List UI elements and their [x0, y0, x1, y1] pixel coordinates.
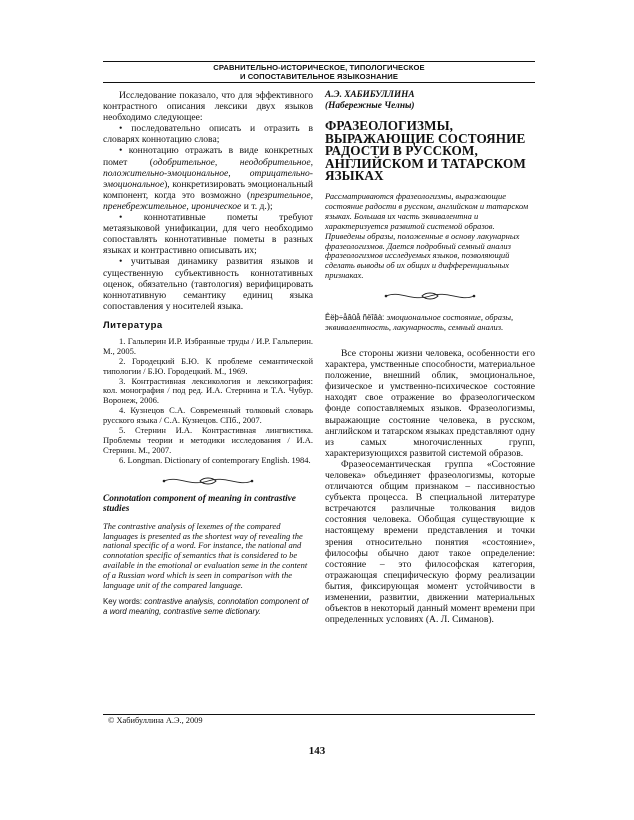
- bullet-italic: одобрительное, неодобрительное, положительно-эмоциональное, отрицательно-эмоциональное: [103, 156, 313, 190]
- russian-keywords: [325, 313, 535, 333]
- bullet-italic: презрительное, пренебрежительное, ироническое: [103, 189, 313, 212]
- bullet-item: • учитывая динамику развития языков и существенную субъективность коннотативных оценок, обязательно (тавтология) верифицировать коннотативную семантику единиц языка сопоставления у носителей языка.: [103, 256, 313, 312]
- right-body: [325, 348, 535, 625]
- reference-item: 5. Стернин И.А. Контрастивная лингвистика. Проблемы теории и методики исследования / И.А. Стернин. М., 2007.: [103, 425, 313, 455]
- reference-list: [103, 337, 313, 466]
- left-body: [103, 90, 313, 312]
- bullet-item: • последовательно описать и отразить в словарях коннотацию слова;: [103, 123, 313, 146]
- bullet-text: ), конкретизировать эмоциональный компонент, когда это возможно (: [103, 178, 313, 201]
- author-name: А.Э. ХАБИБУЛЛИНА: [325, 90, 415, 100]
- reference-item: 4. Кузнецов С.А. Современный толковый словарь русского языка / С.А. Кузнецов. СПб., 2007.: [103, 405, 313, 426]
- intro-paragraph: Исследование показало, что для эффективного контрастного описания лексики двух языков необходимо следующее:: [103, 90, 313, 124]
- body-paragraph: Все стороны жизни человека, особенности его характера, умственные способности, материальное положение, внешний облик, эмоциональное, физическое и умственно-психическое состояние находят свое отражение во фразеологическом фонде сопоставляемых языков. Фразеологизмы, выражающие состояние человека, в русском, английском и татарском языках представляют одну из самых многочисленных групп, характеризующихся развитой системой образов.: [325, 347, 535, 459]
- literature-heading: Литература: [103, 319, 163, 331]
- bullet-item: [103, 145, 313, 212]
- ornament-divider-icon: [160, 474, 256, 488]
- reference-item: 1. Гальперин И.Р. Избранные труды / И.Р. Гальперин. М., 2005.: [103, 335, 313, 356]
- bullet-text: и т. д.);: [241, 200, 273, 212]
- article-title: ФРАЗЕОЛОГИЗМЫ, ВЫРАЖАЮЩИЕ СОСТОЯНИЕ РАДОСТИ В РУССКОМ, АНГЛИЙСКОМ И ТАТАРСКОМ ЯЗЫКАХ: [325, 118, 526, 184]
- english-title: Connotation component of meaning in contrastive studies: [103, 493, 296, 515]
- body-paragraph: Фразеосемантическая группа «Состояние человека» объединяет фразеологизмы, которые отличаются общим признаком – пассивностью субъекта процесса. В специальной литературе встречаются различные толкования видов состояния человека. Обобщая существующие к настоящему времени представления и точки зрения относительно понятия «состояние», философы обычно дают такое определение: состояние – это философская категория, отражающая специфическую форму реализации бытия, фиксирующая момент устойчивости в изменении, развитии, движении материальных объектов в некоторый данный момент времени при определенных условиях (А. Л. Симанов).: [325, 458, 535, 626]
- ornament-divider-icon: [382, 289, 478, 303]
- bullet-text: • коннотацию отражать в виде конкретных помет (: [103, 145, 313, 168]
- right-column: [325, 90, 535, 625]
- russian-abstract: Рассматриваются фразеологизмы, выражающие состояние радости в русском, английском и татарском языках. Большая их часть эквивалентна и характеризуется развитой системой образов. Приведены образы, положенные в основу лакунарных фразеологизмов. Дается подробный семный анализ фразеологизмов исследуемых языков, позволяющий сделать выводы об их общих и дифференциальных признаках.: [325, 190, 529, 281]
- keywords-label: Key words:: [103, 597, 145, 606]
- footer-rule: [103, 714, 535, 715]
- left-column: [103, 90, 313, 616]
- english-keywords: [103, 597, 313, 616]
- keywords-label: Êëþ÷åâûå ñëîâà:: [325, 313, 387, 323]
- english-abstract: The contrastive analysis of lexemes of the compared languages is presented as the shortest way of revealing the national specific of a word. For instance, the national and connotation specific of semantics that is considered to be available in the emotional or evaluation seme in the content of a Russian word which is seen in comparison with the language unit of the compared language.: [103, 520, 308, 591]
- keywords-text: contrastive analysis, connotation component of a word meaning, contrastive seme dictionary.: [103, 597, 309, 616]
- reference-item: 3. Контрастивная лексикология и лексикография: кол. монография / под ред. И.А. Стернина и Т.А. Чубур. Воронеж, 2006.: [103, 375, 313, 406]
- reference-item: 6. Longman. Dictionary of contemporary English. 1984.: [119, 454, 311, 465]
- author-affiliation: (Набережные Челны): [325, 101, 415, 111]
- header-rule-top: [103, 61, 535, 62]
- reference-item: 2. Городецкий Б.Ю. К проблеме семантической типологии / Б.Ю. Городецкий. М., 1969.: [103, 355, 313, 376]
- copyright-note: © Хабибуллина А.Э., 2009: [108, 716, 203, 725]
- page-number: 143: [308, 745, 326, 757]
- keywords-text: эмоциональное состояние, образы, эквивалентность, лакунарность, семный анализ.: [325, 312, 514, 333]
- bullet-item: • коннотативные пометы требуют метаязыковой унификации, для чего необходимо сопоставлять коннотативные пометы в разных языках и контрастивно описывать их;: [103, 212, 313, 257]
- header-line-1: СРАВНИТЕЛЬНО-ИСТОРИЧЕСКОЕ, ТИПОЛОГИЧЕСКОЕ: [213, 63, 425, 72]
- running-header: [103, 63, 535, 83]
- header-rule-bottom: [103, 82, 535, 83]
- header-line-2: И СОПОСТАВИТЕЛЬНОЕ ЯЗЫКОЗНАНИЕ: [240, 72, 398, 81]
